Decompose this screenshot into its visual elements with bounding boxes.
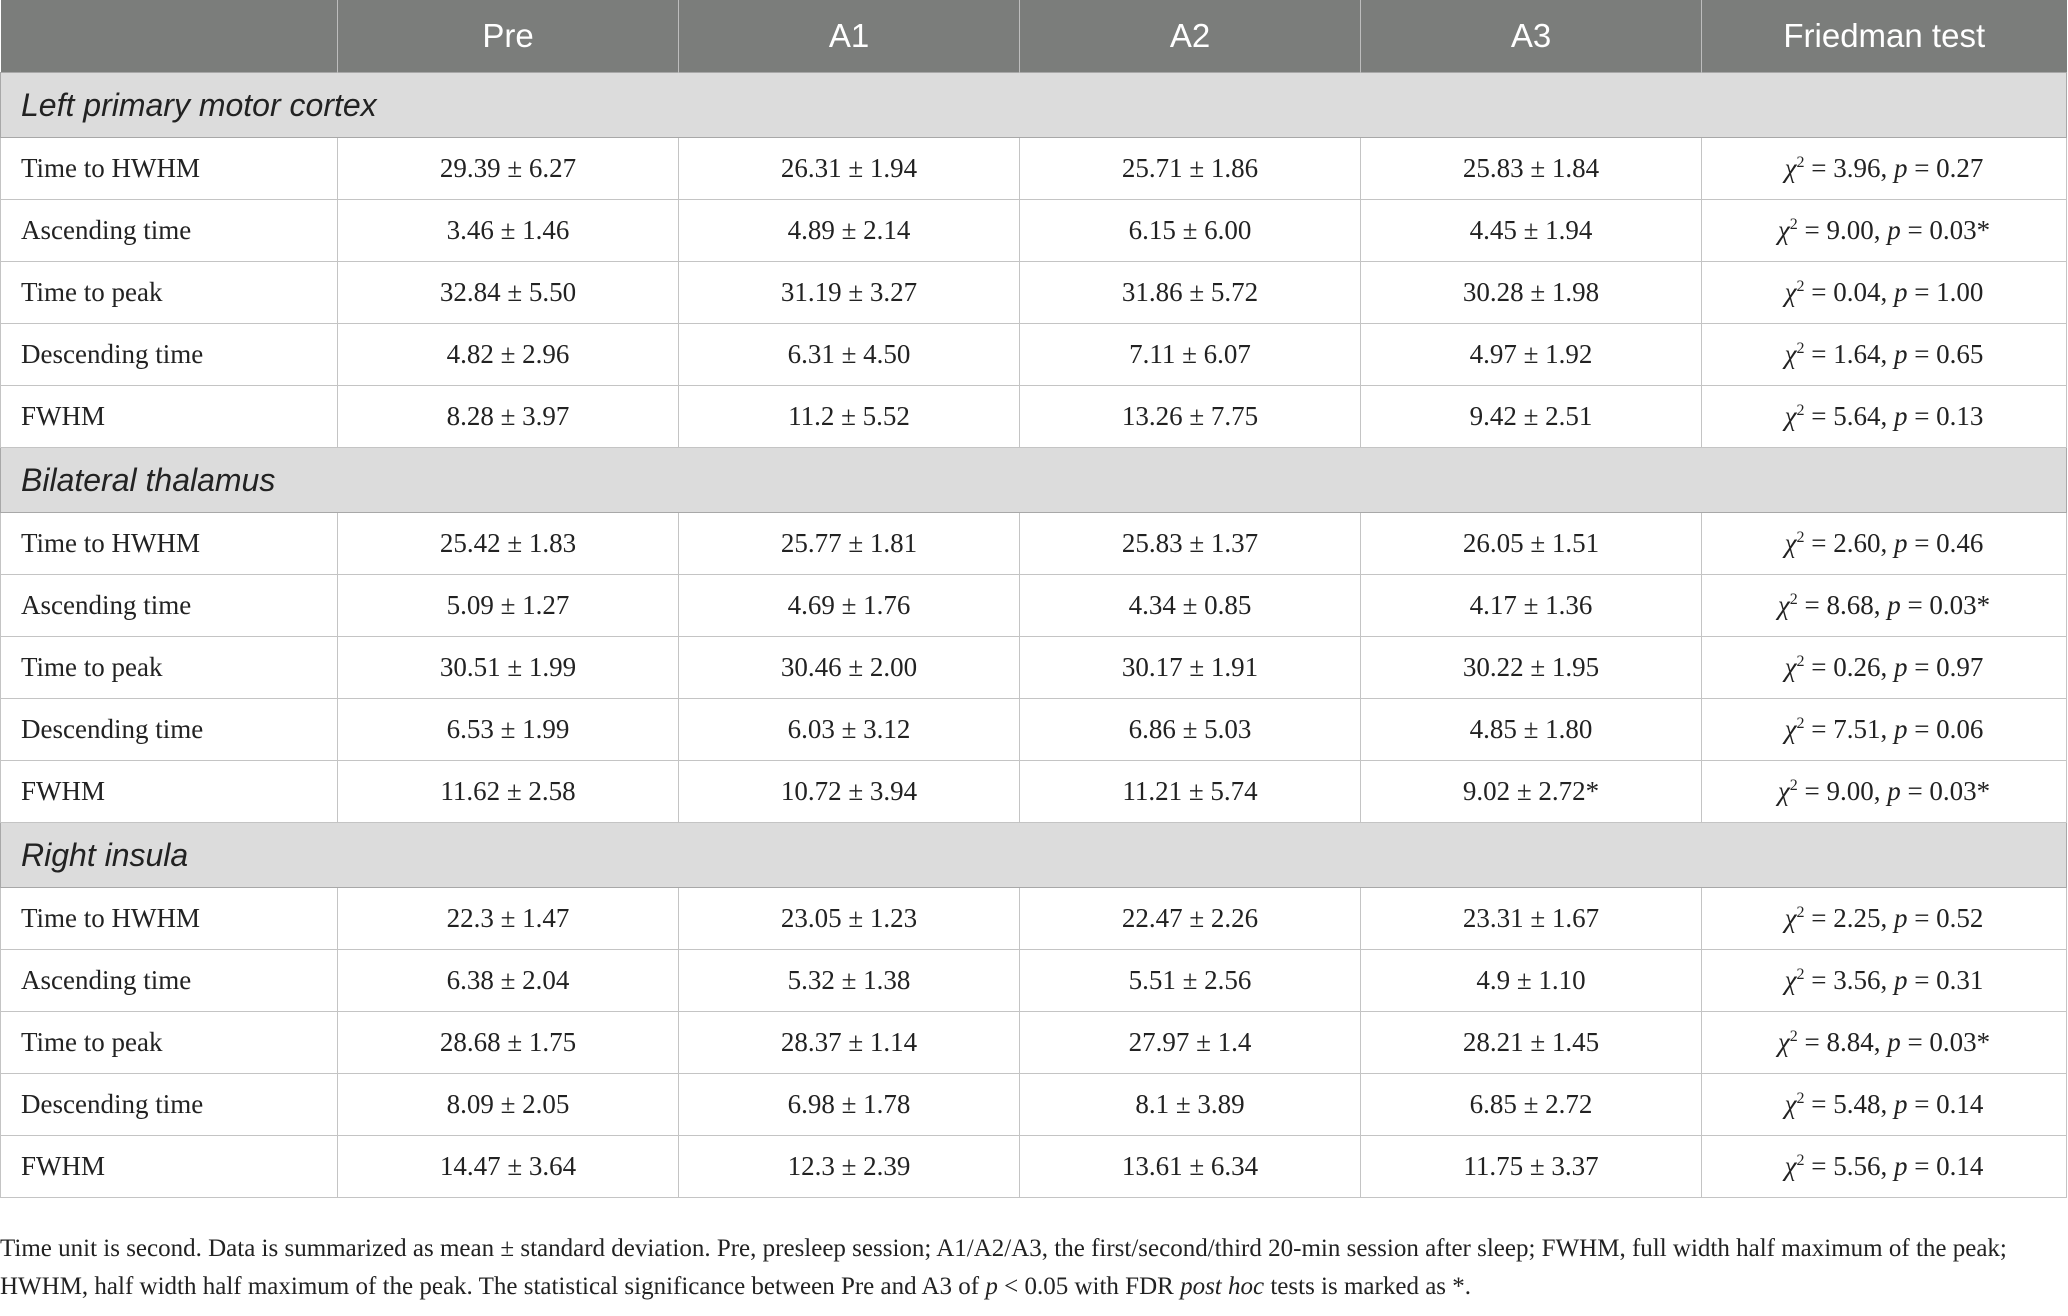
cell-a3: 4.17 ± 1.36 <box>1361 575 1702 637</box>
cell-friedman <box>1702 575 2067 637</box>
equals-sign: = <box>1804 401 1834 431</box>
equals-sign: = <box>1797 776 1827 806</box>
chi-square-value: 0.26 <box>1833 652 1881 682</box>
cell-a1: 4.69 ± 1.76 <box>679 575 1020 637</box>
table-row <box>1 138 2067 200</box>
equals-sign: = <box>1804 1151 1834 1181</box>
cell-pre: 28.68 ± 1.75 <box>338 1012 679 1074</box>
p-value: 0.03* <box>1929 776 1991 806</box>
table-row <box>1 324 2067 386</box>
header-cell-a3: A3 <box>1361 0 1702 73</box>
cell-pre: 6.53 ± 1.99 <box>338 699 679 761</box>
equals-sign: = <box>1907 903 1937 933</box>
cell-a2: 25.83 ± 1.37 <box>1020 513 1361 575</box>
row-label: Descending time <box>1 324 338 386</box>
cell-a1: 30.46 ± 2.00 <box>679 637 1020 699</box>
cell-a1: 5.32 ± 1.38 <box>679 950 1020 1012</box>
p-value: 0.03* <box>1929 215 1991 245</box>
chi-symbol: χ <box>1784 652 1797 682</box>
cell-a3: 30.28 ± 1.98 <box>1361 262 1702 324</box>
row-label: Ascending time <box>1 950 338 1012</box>
equals-sign: = <box>1797 590 1827 620</box>
header-cell-friedman: Friedman test <box>1702 0 2067 73</box>
chi-square-value: 7.51 <box>1833 714 1881 744</box>
cell-a1: 6.31 ± 4.50 <box>679 324 1020 386</box>
table-row <box>1 888 2067 950</box>
cell-a3: 26.05 ± 1.51 <box>1361 513 1702 575</box>
cell-a2: 11.21 ± 5.74 <box>1020 761 1361 823</box>
equals-sign: = <box>1804 339 1834 369</box>
cell-pre: 8.28 ± 3.97 <box>338 386 679 448</box>
chi-symbol: χ <box>1777 590 1790 620</box>
equals-sign: = <box>1797 1027 1827 1057</box>
cell-friedman <box>1702 138 2067 200</box>
chi-superscript: 2 <box>1796 529 1805 546</box>
p-value: 0.14 <box>1936 1089 1984 1119</box>
chi-symbol: χ <box>1784 1151 1797 1181</box>
cell-pre: 6.38 ± 2.04 <box>338 950 679 1012</box>
chi-square-value: 8.68 <box>1826 590 1874 620</box>
cell-a2: 25.71 ± 1.86 <box>1020 138 1361 200</box>
header-cell-pre: Pre <box>338 0 679 73</box>
cell-a2: 6.86 ± 5.03 <box>1020 699 1361 761</box>
row-label: FWHM <box>1 761 338 823</box>
chi-symbol: χ <box>1784 401 1797 431</box>
cell-pre: 25.42 ± 1.83 <box>338 513 679 575</box>
footnote-text-1: Time unit is second. Data is summarized as mean ± standard deviation. Pre, presleep session; A1/A2/A3, the first/second/third 20-min session after sleep; FWHM, full width half maximum of the peak; HWHM, half width half maximum of the peak. The statistical significance between Pre and A3 of <box>0 1235 2007 1300</box>
chi-superscript: 2 <box>1796 1152 1805 1169</box>
p-value: 0.13 <box>1936 401 1984 431</box>
separator: , <box>1880 714 1894 744</box>
chi-square-value: 9.00 <box>1826 776 1874 806</box>
chi-square-value: 2.60 <box>1833 528 1881 558</box>
row-label: Time to HWHM <box>1 888 338 950</box>
equals-sign: = <box>1907 1089 1937 1119</box>
row-label: Time to HWHM <box>1 513 338 575</box>
header-cell-blank <box>1 0 338 73</box>
separator: , <box>1880 903 1894 933</box>
row-label: Descending time <box>1 1074 338 1136</box>
p-symbol: p <box>1893 401 1908 431</box>
separator: , <box>1880 277 1894 307</box>
header-row <box>1 0 2067 73</box>
cell-a2: 6.15 ± 6.00 <box>1020 200 1361 262</box>
cell-a3: 25.83 ± 1.84 <box>1361 138 1702 200</box>
section-title: Bilateral thalamus <box>1 448 2067 513</box>
p-symbol: p <box>1893 528 1908 558</box>
separator: , <box>1880 528 1894 558</box>
equals-sign: = <box>1804 528 1834 558</box>
chi-superscript: 2 <box>1796 340 1805 357</box>
p-symbol: p <box>1887 590 1901 620</box>
cell-friedman <box>1702 888 2067 950</box>
cell-a3: 4.45 ± 1.94 <box>1361 200 1702 262</box>
chi-superscript: 2 <box>1796 1090 1805 1107</box>
equals-sign: = <box>1900 1027 1930 1057</box>
cell-a3: 4.85 ± 1.80 <box>1361 699 1702 761</box>
p-symbol: p <box>1893 277 1908 307</box>
chi-superscript: 2 <box>1796 715 1805 732</box>
chi-square-value: 0.04 <box>1833 277 1881 307</box>
table-row <box>1 1074 2067 1136</box>
row-label: Time to peak <box>1 637 338 699</box>
cell-friedman <box>1702 1136 2067 1198</box>
cell-pre: 22.3 ± 1.47 <box>338 888 679 950</box>
header-cell-a2: A2 <box>1020 0 1361 73</box>
separator: , <box>1873 1027 1888 1057</box>
equals-sign: = <box>1907 277 1937 307</box>
cell-a1: 4.89 ± 2.14 <box>679 200 1020 262</box>
p-value: 0.03* <box>1929 1027 1991 1057</box>
cell-pre: 14.47 ± 3.64 <box>338 1136 679 1198</box>
cell-friedman <box>1702 200 2067 262</box>
header-cell-a1: A1 <box>679 0 1020 73</box>
cell-a1: 12.3 ± 2.39 <box>679 1136 1020 1198</box>
separator: , <box>1880 652 1894 682</box>
chi-square-value: 3.96 <box>1833 153 1881 183</box>
cell-friedman <box>1702 950 2067 1012</box>
chi-superscript: 2 <box>1796 904 1805 921</box>
section-title: Right insula <box>1 823 2067 888</box>
chi-square-value: 3.56 <box>1833 965 1881 995</box>
p-symbol: p <box>1893 1089 1908 1119</box>
table-row <box>1 1136 2067 1198</box>
table-footnote <box>0 1230 2062 1306</box>
separator: , <box>1880 965 1894 995</box>
chi-square-value: 5.48 <box>1833 1089 1881 1119</box>
table-row <box>1 699 2067 761</box>
cell-a3: 6.85 ± 2.72 <box>1361 1074 1702 1136</box>
p-value: 0.14 <box>1936 1151 1984 1181</box>
cell-a3: 28.21 ± 1.45 <box>1361 1012 1702 1074</box>
cell-a1: 28.37 ± 1.14 <box>679 1012 1020 1074</box>
table-row <box>1 200 2067 262</box>
separator: , <box>1873 215 1888 245</box>
cell-pre: 4.82 ± 2.96 <box>338 324 679 386</box>
equals-sign: = <box>1797 215 1827 245</box>
cell-a3: 4.97 ± 1.92 <box>1361 324 1702 386</box>
cell-a2: 8.1 ± 3.89 <box>1020 1074 1361 1136</box>
equals-sign: = <box>1907 401 1937 431</box>
footnote-text-3: tests is marked as *. <box>1264 1273 1472 1300</box>
cell-pre: 11.62 ± 2.58 <box>338 761 679 823</box>
equals-sign: = <box>1900 590 1930 620</box>
chi-square-value: 8.84 <box>1826 1027 1874 1057</box>
cell-a1: 23.05 ± 1.23 <box>679 888 1020 950</box>
section-header-row <box>1 823 2067 888</box>
section-title: Left primary motor cortex <box>1 73 2067 138</box>
cell-friedman <box>1702 699 2067 761</box>
cell-a3: 30.22 ± 1.95 <box>1361 637 1702 699</box>
chi-superscript: 2 <box>1796 966 1805 983</box>
cell-a1: 31.19 ± 3.27 <box>679 262 1020 324</box>
row-label: Ascending time <box>1 200 338 262</box>
chi-superscript: 2 <box>1796 154 1805 171</box>
chi-superscript: 2 <box>1789 216 1798 233</box>
chi-symbol: χ <box>1777 776 1790 806</box>
cell-a1: 6.98 ± 1.78 <box>679 1074 1020 1136</box>
cell-friedman <box>1702 513 2067 575</box>
cell-a3: 9.42 ± 2.51 <box>1361 386 1702 448</box>
table-row <box>1 262 2067 324</box>
table-row <box>1 575 2067 637</box>
p-value: 0.06 <box>1936 714 1984 744</box>
separator: , <box>1880 1151 1894 1181</box>
equals-sign: = <box>1907 339 1937 369</box>
cell-a2: 4.34 ± 0.85 <box>1020 575 1361 637</box>
cell-friedman <box>1702 637 2067 699</box>
separator: , <box>1873 776 1888 806</box>
cell-a1: 11.2 ± 5.52 <box>679 386 1020 448</box>
footnote-text-2: < 0.05 with FDR <box>997 1273 1181 1300</box>
table-row <box>1 950 2067 1012</box>
row-label: FWHM <box>1 386 338 448</box>
cell-a2: 7.11 ± 6.07 <box>1020 324 1361 386</box>
cell-friedman <box>1702 1012 2067 1074</box>
p-value: 0.31 <box>1936 965 1984 995</box>
cell-friedman <box>1702 386 2067 448</box>
p-symbol: p <box>1887 215 1901 245</box>
row-label: Time to HWHM <box>1 138 338 200</box>
chi-superscript: 2 <box>1796 402 1805 419</box>
equals-sign: = <box>1900 776 1930 806</box>
chi-symbol: χ <box>1784 965 1797 995</box>
chi-symbol: χ <box>1784 528 1797 558</box>
chi-symbol: χ <box>1784 277 1797 307</box>
p-symbol: p <box>1893 965 1908 995</box>
equals-sign: = <box>1907 652 1937 682</box>
separator: , <box>1880 401 1894 431</box>
cell-a3: 11.75 ± 3.37 <box>1361 1136 1702 1198</box>
equals-sign: = <box>1804 965 1834 995</box>
p-value: 0.03* <box>1929 590 1991 620</box>
p-value: 0.97 <box>1936 652 1984 682</box>
cell-friedman <box>1702 324 2067 386</box>
chi-symbol: χ <box>1784 714 1797 744</box>
row-label: Time to peak <box>1 1012 338 1074</box>
chi-square-value: 5.56 <box>1833 1151 1881 1181</box>
p-value: 0.27 <box>1936 153 1984 183</box>
chi-square-value: 1.64 <box>1833 339 1881 369</box>
cell-pre: 30.51 ± 1.99 <box>338 637 679 699</box>
chi-superscript: 2 <box>1796 653 1805 670</box>
equals-sign: = <box>1907 714 1937 744</box>
table-row <box>1 386 2067 448</box>
table-row <box>1 513 2067 575</box>
chi-superscript: 2 <box>1789 591 1798 608</box>
p-symbol: p <box>1893 1151 1908 1181</box>
p-symbol: p <box>1887 1027 1901 1057</box>
cell-friedman <box>1702 761 2067 823</box>
p-value: 0.52 <box>1936 903 1984 933</box>
section-header-row <box>1 448 2067 513</box>
equals-sign: = <box>1804 1089 1834 1119</box>
cell-a2: 31.86 ± 5.72 <box>1020 262 1361 324</box>
cell-a2: 22.47 ± 2.26 <box>1020 888 1361 950</box>
equals-sign: = <box>1907 528 1937 558</box>
p-value: 0.46 <box>1936 528 1984 558</box>
table-row <box>1 1012 2067 1074</box>
table-body <box>1 73 2067 1198</box>
equals-sign: = <box>1907 153 1937 183</box>
p-value: 1.00 <box>1936 277 1984 307</box>
cell-pre: 29.39 ± 6.27 <box>338 138 679 200</box>
equals-sign: = <box>1804 153 1834 183</box>
table-row <box>1 637 2067 699</box>
chi-symbol: χ <box>1777 1027 1790 1057</box>
row-label: Descending time <box>1 699 338 761</box>
cell-a1: 26.31 ± 1.94 <box>679 138 1020 200</box>
chi-superscript: 2 <box>1796 278 1805 295</box>
cell-a3: 23.31 ± 1.67 <box>1361 888 1702 950</box>
footnote-p-variable: p <box>985 1273 998 1300</box>
cell-a3: 4.9 ± 1.10 <box>1361 950 1702 1012</box>
p-symbol: p <box>1887 776 1901 806</box>
cell-a2: 13.61 ± 6.34 <box>1020 1136 1361 1198</box>
p-symbol: p <box>1893 714 1908 744</box>
chi-symbol: χ <box>1784 339 1797 369</box>
row-label: Time to peak <box>1 262 338 324</box>
chi-superscript: 2 <box>1789 1028 1798 1045</box>
separator: , <box>1880 153 1894 183</box>
p-symbol: p <box>1893 652 1908 682</box>
separator: , <box>1873 590 1888 620</box>
cell-a1: 6.03 ± 3.12 <box>679 699 1020 761</box>
equals-sign: = <box>1804 714 1834 744</box>
cell-pre: 5.09 ± 1.27 <box>338 575 679 637</box>
chi-square-value: 5.64 <box>1833 401 1881 431</box>
row-label: Ascending time <box>1 575 338 637</box>
equals-sign: = <box>1907 965 1937 995</box>
equals-sign: = <box>1804 652 1834 682</box>
cell-a3: 9.02 ± 2.72* <box>1361 761 1702 823</box>
chi-symbol: χ <box>1777 215 1790 245</box>
cell-a2: 27.97 ± 1.4 <box>1020 1012 1361 1074</box>
cell-a2: 30.17 ± 1.91 <box>1020 637 1361 699</box>
cell-a1: 10.72 ± 3.94 <box>679 761 1020 823</box>
footnote-posthoc: post hoc <box>1180 1273 1265 1300</box>
equals-sign: = <box>1804 277 1834 307</box>
chi-square-value: 9.00 <box>1826 215 1874 245</box>
equals-sign: = <box>1900 215 1930 245</box>
chi-square-value: 2.25 <box>1833 903 1881 933</box>
equals-sign: = <box>1907 1151 1937 1181</box>
p-symbol: p <box>1893 339 1908 369</box>
separator: , <box>1880 339 1894 369</box>
p-symbol: p <box>1893 903 1908 933</box>
p-symbol: p <box>1893 153 1908 183</box>
cell-a2: 5.51 ± 2.56 <box>1020 950 1361 1012</box>
row-label: FWHM <box>1 1136 338 1198</box>
cell-a2: 13.26 ± 7.75 <box>1020 386 1361 448</box>
chi-symbol: χ <box>1784 903 1797 933</box>
section-header-row <box>1 73 2067 138</box>
cell-pre: 3.46 ± 1.46 <box>338 200 679 262</box>
cell-friedman <box>1702 1074 2067 1136</box>
cell-friedman <box>1702 262 2067 324</box>
cell-pre: 8.09 ± 2.05 <box>338 1074 679 1136</box>
cell-a1: 25.77 ± 1.81 <box>679 513 1020 575</box>
equals-sign: = <box>1804 903 1834 933</box>
p-value: 0.65 <box>1936 339 1984 369</box>
chi-symbol: χ <box>1784 1089 1797 1119</box>
separator: , <box>1880 1089 1894 1119</box>
cell-pre: 32.84 ± 5.50 <box>338 262 679 324</box>
table-row <box>1 761 2067 823</box>
chi-superscript: 2 <box>1789 777 1798 794</box>
chi-symbol: χ <box>1784 153 1797 183</box>
